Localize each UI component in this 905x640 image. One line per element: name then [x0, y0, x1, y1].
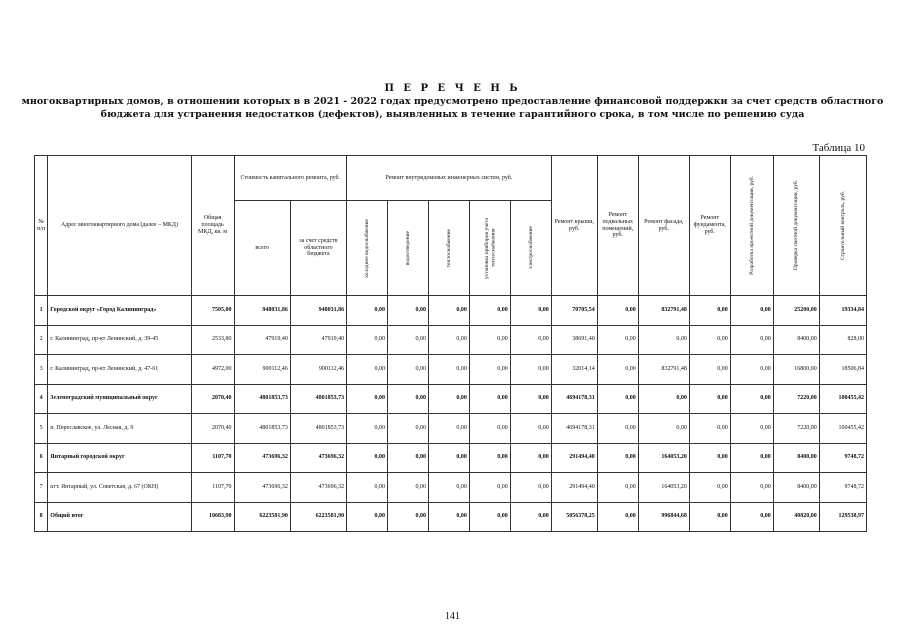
table-row [35, 443, 867, 473]
row-area: 1107,70 [191, 443, 234, 473]
document-subtitle-line1: многоквартирных домов, в отношении которых в в 2021 - 2022 годах предусмотрено предоставление финансовой поддержки за счет средств областного [21, 96, 884, 107]
row-roof: 4694178,31 [551, 384, 597, 414]
row-cost-total: 473696,32 [234, 473, 290, 503]
row-address: Общий итог [48, 502, 191, 532]
row-design-docs: 0,00 [730, 355, 773, 385]
row-meters: 0,00 [469, 296, 510, 326]
row-construction-control: 100455,42 [819, 384, 866, 414]
row-address: п. Переславское, ул. Лесная, д. 9 [48, 414, 191, 444]
row-foundation: 0,00 [689, 502, 730, 532]
document-subtitle-line2: бюджета для устранения недостатков (дефектов), выявленных в течение гарантийного срока, в том числе по решению суда [100, 109, 805, 120]
row-roof: 4694178,31 [551, 414, 597, 444]
row-basement: 0,00 [597, 414, 638, 444]
header-cost-total: всего [234, 201, 290, 296]
row-cost-total: 4801853,73 [234, 384, 290, 414]
row-basement: 0,00 [597, 325, 638, 355]
row-area: 10683,90 [191, 502, 234, 532]
row-heating: 0,00 [428, 384, 469, 414]
row-cost-total: 47919,40 [234, 325, 290, 355]
row-construction-control: 19334,84 [819, 296, 866, 326]
row-number: 4 [35, 384, 48, 414]
row-cold-water: 0,00 [347, 384, 388, 414]
row-estimate-check: 8400,00 [773, 443, 819, 473]
row-construction-control: 9748,72 [819, 473, 866, 503]
row-foundation: 0,00 [689, 325, 730, 355]
row-design-docs: 0,00 [730, 384, 773, 414]
header-drainage: водоотведение [404, 230, 411, 266]
row-cost-regional: 6223581,90 [290, 502, 346, 532]
row-roof: 32014,14 [551, 355, 597, 385]
row-foundation: 0,00 [689, 414, 730, 444]
row-number: 5 [35, 414, 48, 444]
row-estimate-check: 8400,00 [773, 473, 819, 503]
row-area: 7505,80 [191, 296, 234, 326]
row-design-docs: 0,00 [730, 296, 773, 326]
row-design-docs: 0,00 [730, 502, 773, 532]
row-drainage: 0,00 [388, 473, 429, 503]
row-construction-control: 100455,42 [819, 414, 866, 444]
row-number: 2 [35, 325, 48, 355]
row-facade: 832791,48 [638, 355, 689, 385]
row-meters: 0,00 [469, 502, 510, 532]
row-roof: 5056378,25 [551, 502, 597, 532]
row-address: пгт. Янтарный, ул. Советская, д. 67 (ОКН) [48, 473, 191, 503]
row-estimate-check: 8400,00 [773, 325, 819, 355]
header-num: № п/п [35, 156, 48, 296]
row-electric: 0,00 [510, 384, 551, 414]
row-meters: 0,00 [469, 325, 510, 355]
row-meters: 0,00 [469, 443, 510, 473]
row-drainage: 0,00 [388, 502, 429, 532]
row-address: Янтарный городской округ [48, 443, 191, 473]
row-cold-water: 0,00 [347, 355, 388, 385]
row-roof: 70705,54 [551, 296, 597, 326]
table-row [35, 296, 867, 326]
header-facade: Ремонт фасада, руб. [638, 156, 689, 296]
table-row [35, 473, 867, 503]
document-title: П Е Р Е Ч Е Н Ь [384, 83, 521, 94]
row-electric: 0,00 [510, 325, 551, 355]
table-row [35, 384, 867, 414]
table-row [35, 355, 867, 385]
row-electric: 0,00 [510, 502, 551, 532]
row-roof: 291494,40 [551, 443, 597, 473]
row-electric: 0,00 [510, 473, 551, 503]
row-drainage: 0,00 [388, 384, 429, 414]
header-heating: теплоснабжение [445, 228, 452, 268]
row-address: г. Калининград, пр-кт Ленинский, д. 47-61 [48, 355, 191, 385]
row-basement: 0,00 [597, 443, 638, 473]
row-area: 4972,00 [191, 355, 234, 385]
row-cost-regional: 473696,32 [290, 473, 346, 503]
row-facade: 0,00 [638, 325, 689, 355]
row-address: Городской округ «Город Калининград» [48, 296, 191, 326]
row-number: 1 [35, 296, 48, 326]
row-basement: 0,00 [597, 473, 638, 503]
row-heating: 0,00 [428, 355, 469, 385]
row-meters: 0,00 [469, 384, 510, 414]
header-systems-group: Ремонт внутридомовых инженерных систем, руб. [347, 156, 552, 201]
row-facade: 996844,68 [638, 502, 689, 532]
row-basement: 0,00 [597, 502, 638, 532]
row-cost-total: 948031,86 [234, 296, 290, 326]
row-basement: 0,00 [597, 384, 638, 414]
row-cost-regional: 4801853,73 [290, 384, 346, 414]
row-estimate-check: 7220,00 [773, 414, 819, 444]
row-heating: 0,00 [428, 443, 469, 473]
header-area: Общая площадь МКД, кв. м [191, 156, 234, 296]
row-electric: 0,00 [510, 443, 551, 473]
row-cold-water: 0,00 [347, 414, 388, 444]
buildings-table [34, 155, 867, 532]
header-meters: установка приборов учета теплоснабжения [483, 217, 496, 279]
row-foundation: 0,00 [689, 384, 730, 414]
row-foundation: 0,00 [689, 443, 730, 473]
row-heating: 0,00 [428, 473, 469, 503]
row-design-docs: 0,00 [730, 443, 773, 473]
row-cost-total: 473696,32 [234, 443, 290, 473]
row-cold-water: 0,00 [347, 443, 388, 473]
row-construction-control: 828,00 [819, 325, 866, 355]
row-electric: 0,00 [510, 355, 551, 385]
header-roof: Ремонт крыши, руб. [551, 156, 597, 296]
row-area: 1107,70 [191, 473, 234, 503]
row-cost-total: 4801853,73 [234, 414, 290, 444]
header-cost-regional: за счет средств областного бюджета [290, 201, 346, 296]
row-cost-regional: 473696,32 [290, 443, 346, 473]
row-estimate-check: 7220,00 [773, 384, 819, 414]
row-estimate-check: 16800,00 [773, 355, 819, 385]
row-address: Зеленоградский муниципальный округ [48, 384, 191, 414]
header-construction-control: Строительный контроль, руб. [839, 190, 846, 261]
row-construction-control: 129538,97 [819, 502, 866, 532]
table-row [35, 325, 867, 355]
row-drainage: 0,00 [388, 355, 429, 385]
row-facade: 164053,20 [638, 473, 689, 503]
header-electric: электроснабжение [527, 226, 534, 270]
row-estimate-check: 40820,00 [773, 502, 819, 532]
row-number: 7 [35, 473, 48, 503]
row-electric: 0,00 [510, 296, 551, 326]
row-heating: 0,00 [428, 296, 469, 326]
row-number: 3 [35, 355, 48, 385]
row-design-docs: 0,00 [730, 414, 773, 444]
table-label: Таблица 10 [812, 142, 865, 154]
row-roof: 291494,40 [551, 473, 597, 503]
row-drainage: 0,00 [388, 296, 429, 326]
header-design-docs: Разработка проектной документации, руб. [748, 176, 755, 275]
row-address: г. Калининград, пр-кт Ленинский, д. 39-45 [48, 325, 191, 355]
row-number: 6 [35, 443, 48, 473]
row-cost-regional: 948031,86 [290, 296, 346, 326]
header-address: Адрес многоквартирного дома (далее – МКД) [48, 156, 191, 296]
row-area: 2533,80 [191, 325, 234, 355]
header-cold-water: холодное водоснабжение [363, 218, 370, 278]
row-drainage: 0,00 [388, 414, 429, 444]
row-design-docs: 0,00 [730, 473, 773, 503]
header-cost-group: Стоимость капитального ремонта, руб. [234, 156, 347, 201]
row-basement: 0,00 [597, 355, 638, 385]
row-cold-water: 0,00 [347, 296, 388, 326]
row-meters: 0,00 [469, 414, 510, 444]
row-drainage: 0,00 [388, 443, 429, 473]
row-design-docs: 0,00 [730, 325, 773, 355]
row-cold-water: 0,00 [347, 325, 388, 355]
row-area: 2070,40 [191, 384, 234, 414]
row-facade: 0,00 [638, 384, 689, 414]
row-cost-regional: 47919,40 [290, 325, 346, 355]
row-cost-regional: 4801853,73 [290, 414, 346, 444]
header-basement: Ремонт подвальных помещений, руб. [597, 156, 638, 296]
table-row [35, 502, 867, 532]
row-meters: 0,00 [469, 355, 510, 385]
row-cost-total: 6223581,90 [234, 502, 290, 532]
row-facade: 0,00 [638, 414, 689, 444]
row-heating: 0,00 [428, 325, 469, 355]
row-drainage: 0,00 [388, 325, 429, 355]
row-number: 8 [35, 502, 48, 532]
header-foundation: Ремонт фундамента, руб. [689, 156, 730, 296]
row-heating: 0,00 [428, 502, 469, 532]
row-meters: 0,00 [469, 473, 510, 503]
row-cold-water: 0,00 [347, 502, 388, 532]
row-foundation: 0,00 [689, 296, 730, 326]
row-estimate-check: 25200,00 [773, 296, 819, 326]
row-foundation: 0,00 [689, 355, 730, 385]
row-area: 2070,40 [191, 414, 234, 444]
header-estimate-check: Проверка сметной документации, руб. [793, 180, 800, 271]
row-cold-water: 0,00 [347, 473, 388, 503]
row-roof: 38691,40 [551, 325, 597, 355]
row-facade: 164053,20 [638, 443, 689, 473]
row-heating: 0,00 [428, 414, 469, 444]
page-number: 141 [445, 611, 460, 622]
table-row [35, 414, 867, 444]
row-construction-control: 9748,72 [819, 443, 866, 473]
row-facade: 832791,48 [638, 296, 689, 326]
row-construction-control: 18506,84 [819, 355, 866, 385]
row-cost-total: 900112,46 [234, 355, 290, 385]
row-basement: 0,00 [597, 296, 638, 326]
row-cost-regional: 900112,46 [290, 355, 346, 385]
row-foundation: 0,00 [689, 473, 730, 503]
row-electric: 0,00 [510, 414, 551, 444]
